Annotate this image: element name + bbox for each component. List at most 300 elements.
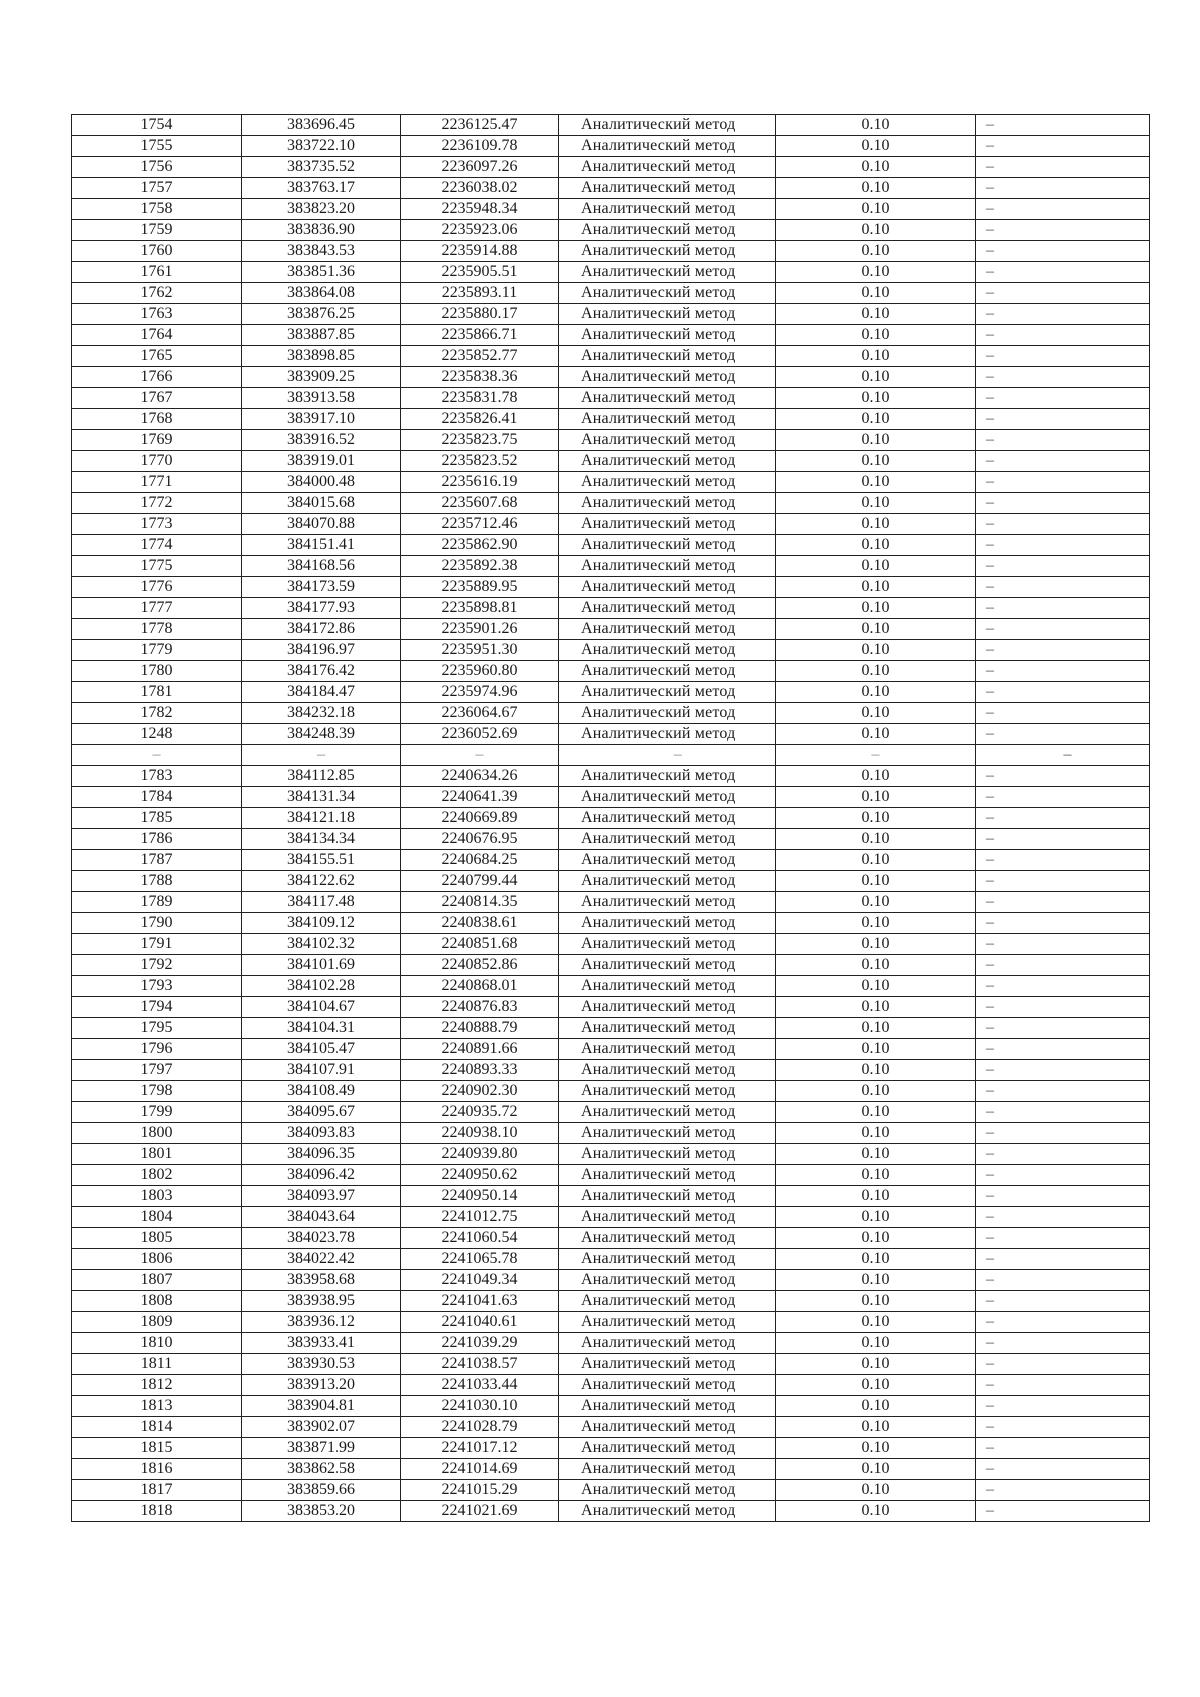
table-row (72, 262, 1150, 283)
x-coordinate-cell: 384015.68 (242, 493, 401, 514)
accuracy-cell: 0.10 (776, 346, 976, 367)
note-cell: – (976, 1333, 1150, 1354)
note-cell: – (976, 745, 1150, 766)
accuracy-cell: 0.10 (776, 493, 976, 514)
method-cell: Аналитический метод (559, 136, 776, 157)
accuracy-cell: 0.10 (776, 1291, 976, 1312)
method-cell: Аналитический метод (559, 997, 776, 1018)
table-row (72, 1417, 1150, 1438)
table-row (72, 724, 1150, 745)
y-coordinate-cell: 2241021.69 (401, 1501, 559, 1522)
accuracy-cell: 0.10 (776, 241, 976, 262)
y-coordinate-cell: 2240876.83 (401, 997, 559, 1018)
accuracy-cell: 0.10 (776, 1144, 976, 1165)
accuracy-cell: 0.10 (776, 220, 976, 241)
x-coordinate-cell: 384093.83 (242, 1123, 401, 1144)
note-cell: – (976, 241, 1150, 262)
y-coordinate-cell: 2240838.61 (401, 913, 559, 934)
point-number-cell: 1795 (72, 1018, 242, 1039)
note-cell: – (976, 766, 1150, 787)
method-cell: Аналитический метод (559, 682, 776, 703)
method-cell: Аналитический метод (559, 661, 776, 682)
table-row (72, 241, 1150, 262)
x-coordinate-cell: 383876.25 (242, 304, 401, 325)
accuracy-cell: 0.10 (776, 304, 976, 325)
method-cell: Аналитический метод (559, 1060, 776, 1081)
x-coordinate-cell: 383933.41 (242, 1333, 401, 1354)
table-row (72, 1270, 1150, 1291)
note-cell: – (976, 1396, 1150, 1417)
coordinates-table (71, 114, 1150, 1522)
y-coordinate-cell: 2235898.81 (401, 598, 559, 619)
x-coordinate-cell: 383722.10 (242, 136, 401, 157)
table-row (72, 1249, 1150, 1270)
x-coordinate-cell: 383864.08 (242, 283, 401, 304)
accuracy-cell: 0.10 (776, 619, 976, 640)
table-row (72, 829, 1150, 850)
accuracy-cell: 0.10 (776, 451, 976, 472)
method-cell: Аналитический метод (559, 871, 776, 892)
note-cell: – (976, 493, 1150, 514)
accuracy-cell: – (776, 745, 976, 766)
y-coordinate-cell: 2235831.78 (401, 388, 559, 409)
point-number-cell: 1781 (72, 682, 242, 703)
x-coordinate-cell: 383898.85 (242, 346, 401, 367)
accuracy-cell: 0.10 (776, 787, 976, 808)
y-coordinate-cell: 2235823.75 (401, 430, 559, 451)
point-number-cell: 1780 (72, 661, 242, 682)
method-cell: Аналитический метод (559, 283, 776, 304)
point-number-cell: 1815 (72, 1438, 242, 1459)
table-row (72, 388, 1150, 409)
point-number-cell: 1764 (72, 325, 242, 346)
y-coordinate-cell: 2240888.79 (401, 1018, 559, 1039)
method-cell: Аналитический метод (559, 346, 776, 367)
accuracy-cell: 0.10 (776, 262, 976, 283)
note-cell: – (976, 1081, 1150, 1102)
table-row (72, 178, 1150, 199)
x-coordinate-cell: 384096.42 (242, 1165, 401, 1186)
x-coordinate-cell: 384107.91 (242, 1060, 401, 1081)
x-coordinate-cell: 384043.64 (242, 1207, 401, 1228)
method-cell: Аналитический метод (559, 325, 776, 346)
x-coordinate-cell: 383913.20 (242, 1375, 401, 1396)
note-cell: – (976, 1438, 1150, 1459)
note-cell: – (976, 199, 1150, 220)
method-cell: Аналитический метод (559, 787, 776, 808)
table-row (72, 1186, 1150, 1207)
y-coordinate-cell: 2236038.02 (401, 178, 559, 199)
point-number-cell: 1777 (72, 598, 242, 619)
point-number-cell: – (72, 745, 242, 766)
note-cell: – (976, 1207, 1150, 1228)
table-row (72, 430, 1150, 451)
method-cell: Аналитический метод (559, 1396, 776, 1417)
point-number-cell: 1773 (72, 514, 242, 535)
note-cell: – (976, 577, 1150, 598)
x-coordinate-cell: 384232.18 (242, 703, 401, 724)
table-row (72, 1501, 1150, 1522)
accuracy-cell: 0.10 (776, 1123, 976, 1144)
point-number-cell: 1787 (72, 850, 242, 871)
accuracy-cell: 0.10 (776, 1270, 976, 1291)
accuracy-cell: 0.10 (776, 808, 976, 829)
x-coordinate-cell: 384177.93 (242, 598, 401, 619)
table-row (72, 346, 1150, 367)
method-cell: Аналитический метод (559, 409, 776, 430)
x-coordinate-cell: 384155.51 (242, 850, 401, 871)
accuracy-cell: 0.10 (776, 682, 976, 703)
point-number-cell: 1775 (72, 556, 242, 577)
point-number-cell: 1761 (72, 262, 242, 283)
x-coordinate-cell: 383763.17 (242, 178, 401, 199)
point-number-cell: 1801 (72, 1144, 242, 1165)
y-coordinate-cell: 2240684.25 (401, 850, 559, 871)
method-cell: Аналитический метод (559, 1039, 776, 1060)
y-coordinate-cell: 2235948.34 (401, 199, 559, 220)
point-number-cell: 1796 (72, 1039, 242, 1060)
y-coordinate-cell: 2241039.29 (401, 1333, 559, 1354)
note-cell: – (976, 1480, 1150, 1501)
note-cell: – (976, 1018, 1150, 1039)
y-coordinate-cell: 2241060.54 (401, 1228, 559, 1249)
accuracy-cell: 0.10 (776, 178, 976, 199)
accuracy-cell: 0.10 (776, 997, 976, 1018)
point-number-cell: 1755 (72, 136, 242, 157)
x-coordinate-cell: 384093.97 (242, 1186, 401, 1207)
method-cell: Аналитический метод (559, 472, 776, 493)
y-coordinate-cell: – (401, 745, 559, 766)
table-row (72, 808, 1150, 829)
y-coordinate-cell: 2241015.29 (401, 1480, 559, 1501)
accuracy-cell: 0.10 (776, 661, 976, 682)
table-row (72, 682, 1150, 703)
x-coordinate-cell: 383871.99 (242, 1438, 401, 1459)
y-coordinate-cell: 2240902.30 (401, 1081, 559, 1102)
x-coordinate-cell: 383930.53 (242, 1354, 401, 1375)
table-row (72, 661, 1150, 682)
y-coordinate-cell: 2235960.80 (401, 661, 559, 682)
y-coordinate-cell: 2235901.26 (401, 619, 559, 640)
point-number-cell: 1813 (72, 1396, 242, 1417)
y-coordinate-cell: 2235862.90 (401, 535, 559, 556)
y-coordinate-cell: 2235914.88 (401, 241, 559, 262)
y-coordinate-cell: 2241041.63 (401, 1291, 559, 1312)
note-cell: – (976, 409, 1150, 430)
x-coordinate-cell: 383917.10 (242, 409, 401, 430)
accuracy-cell: 0.10 (776, 1480, 976, 1501)
accuracy-cell: 0.10 (776, 199, 976, 220)
x-coordinate-cell: 384095.67 (242, 1102, 401, 1123)
y-coordinate-cell: 2241012.75 (401, 1207, 559, 1228)
point-number-cell: 1754 (72, 115, 242, 136)
note-cell: – (976, 472, 1150, 493)
y-coordinate-cell: 2236097.26 (401, 157, 559, 178)
accuracy-cell: 0.10 (776, 115, 976, 136)
table-row (72, 934, 1150, 955)
y-coordinate-cell: 2235712.46 (401, 514, 559, 535)
note-cell: – (976, 430, 1150, 451)
note-cell: – (976, 1144, 1150, 1165)
method-cell: Аналитический метод (559, 1081, 776, 1102)
x-coordinate-cell: 383916.52 (242, 430, 401, 451)
method-cell: Аналитический метод (559, 724, 776, 745)
x-coordinate-cell: 383843.53 (242, 241, 401, 262)
method-cell: Аналитический метод (559, 1186, 776, 1207)
note-cell: – (976, 640, 1150, 661)
y-coordinate-cell: 2236052.69 (401, 724, 559, 745)
point-number-cell: 1814 (72, 1417, 242, 1438)
x-coordinate-cell: 383735.52 (242, 157, 401, 178)
x-coordinate-cell: 384102.32 (242, 934, 401, 955)
x-coordinate-cell: 383836.90 (242, 220, 401, 241)
method-cell: Аналитический метод (559, 1144, 776, 1165)
point-number-cell: 1808 (72, 1291, 242, 1312)
table-row (72, 136, 1150, 157)
method-cell: Аналитический метод (559, 1249, 776, 1270)
y-coordinate-cell: 2235607.68 (401, 493, 559, 514)
point-number-cell: 1802 (72, 1165, 242, 1186)
point-number-cell: 1782 (72, 703, 242, 724)
y-coordinate-cell: 2235823.52 (401, 451, 559, 472)
table-row (72, 304, 1150, 325)
y-coordinate-cell: 2240939.80 (401, 1144, 559, 1165)
accuracy-cell: 0.10 (776, 724, 976, 745)
method-cell: Аналитический метод (559, 1123, 776, 1144)
y-coordinate-cell: 2241017.12 (401, 1438, 559, 1459)
x-coordinate-cell: 383909.25 (242, 367, 401, 388)
accuracy-cell: 0.10 (776, 1501, 976, 1522)
point-number-cell: 1811 (72, 1354, 242, 1375)
method-cell: Аналитический метод (559, 451, 776, 472)
y-coordinate-cell: 2240950.14 (401, 1186, 559, 1207)
method-cell: Аналитический метод (559, 598, 776, 619)
table-row (72, 451, 1150, 472)
table-row (72, 220, 1150, 241)
x-coordinate-cell: 383919.01 (242, 451, 401, 472)
note-cell: – (976, 556, 1150, 577)
note-cell: – (976, 1186, 1150, 1207)
x-coordinate-cell: 383859.66 (242, 1480, 401, 1501)
x-coordinate-cell: 384121.18 (242, 808, 401, 829)
accuracy-cell: 0.10 (776, 1375, 976, 1396)
x-coordinate-cell: 383938.95 (242, 1291, 401, 1312)
method-cell: Аналитический метод (559, 1480, 776, 1501)
table-row (72, 892, 1150, 913)
method-cell: Аналитический метод (559, 1354, 776, 1375)
accuracy-cell: 0.10 (776, 472, 976, 493)
y-coordinate-cell: 2235951.30 (401, 640, 559, 661)
y-coordinate-cell: 2240852.86 (401, 955, 559, 976)
note-cell: – (976, 1375, 1150, 1396)
y-coordinate-cell: 2235880.17 (401, 304, 559, 325)
y-coordinate-cell: 2235826.41 (401, 409, 559, 430)
note-cell: – (976, 850, 1150, 871)
y-coordinate-cell: 2240814.35 (401, 892, 559, 913)
accuracy-cell: 0.10 (776, 766, 976, 787)
table-row (72, 955, 1150, 976)
table-row (72, 556, 1150, 577)
method-cell: Аналитический метод (559, 1018, 776, 1039)
accuracy-cell: 0.10 (776, 430, 976, 451)
x-coordinate-cell: 384112.85 (242, 766, 401, 787)
table-row (72, 1396, 1150, 1417)
note-cell: – (976, 388, 1150, 409)
note-cell: – (976, 1228, 1150, 1249)
x-coordinate-cell: 383936.12 (242, 1312, 401, 1333)
table-row (72, 514, 1150, 535)
point-number-cell: 1760 (72, 241, 242, 262)
separator-row (72, 745, 1150, 766)
accuracy-cell: 0.10 (776, 283, 976, 304)
point-number-cell: 1779 (72, 640, 242, 661)
y-coordinate-cell: 2240868.01 (401, 976, 559, 997)
method-cell: Аналитический метод (559, 199, 776, 220)
method-cell: Аналитический метод (559, 367, 776, 388)
note-cell: – (976, 304, 1150, 325)
method-cell: Аналитический метод (559, 1438, 776, 1459)
note-cell: – (976, 1501, 1150, 1522)
x-coordinate-cell: 384196.97 (242, 640, 401, 661)
method-cell: Аналитический метод (559, 1312, 776, 1333)
table-row (72, 1165, 1150, 1186)
note-cell: – (976, 1102, 1150, 1123)
table-row (72, 1123, 1150, 1144)
method-cell: Аналитический метод (559, 241, 776, 262)
y-coordinate-cell: 2235974.96 (401, 682, 559, 703)
y-coordinate-cell: 2240938.10 (401, 1123, 559, 1144)
x-coordinate-cell: 384173.59 (242, 577, 401, 598)
method-cell: Аналитический метод (559, 115, 776, 136)
point-number-cell: 1809 (72, 1312, 242, 1333)
y-coordinate-cell: 2235616.19 (401, 472, 559, 493)
y-coordinate-cell: 2241033.44 (401, 1375, 559, 1396)
note-cell: – (976, 325, 1150, 346)
x-coordinate-cell: 384134.34 (242, 829, 401, 850)
y-coordinate-cell: 2241049.34 (401, 1270, 559, 1291)
x-coordinate-cell: 384131.34 (242, 787, 401, 808)
y-coordinate-cell: 2241038.57 (401, 1354, 559, 1375)
method-cell: Аналитический метод (559, 1228, 776, 1249)
accuracy-cell: 0.10 (776, 1039, 976, 1060)
accuracy-cell: 0.10 (776, 325, 976, 346)
note-cell: – (976, 262, 1150, 283)
y-coordinate-cell: 2240641.39 (401, 787, 559, 808)
point-number-cell: 1816 (72, 1459, 242, 1480)
point-number-cell: 1810 (72, 1333, 242, 1354)
x-coordinate-cell: 383862.58 (242, 1459, 401, 1480)
x-coordinate-cell: 383958.68 (242, 1270, 401, 1291)
point-number-cell: 1762 (72, 283, 242, 304)
note-cell: – (976, 598, 1150, 619)
x-coordinate-cell: 384102.28 (242, 976, 401, 997)
note-cell: – (976, 934, 1150, 955)
point-number-cell: 1785 (72, 808, 242, 829)
point-number-cell: 1812 (72, 1375, 242, 1396)
method-cell: Аналитический метод (559, 1333, 776, 1354)
method-cell: Аналитический метод (559, 430, 776, 451)
method-cell: – (559, 745, 776, 766)
table-row (72, 535, 1150, 556)
table-row (72, 1480, 1150, 1501)
y-coordinate-cell: 2241040.61 (401, 1312, 559, 1333)
table-row (72, 1375, 1150, 1396)
y-coordinate-cell: 2240893.33 (401, 1060, 559, 1081)
accuracy-cell: 0.10 (776, 829, 976, 850)
point-number-cell: 1767 (72, 388, 242, 409)
x-coordinate-cell: 384000.48 (242, 472, 401, 493)
table-row (72, 409, 1150, 430)
method-cell: Аналитический метод (559, 514, 776, 535)
note-cell: – (976, 283, 1150, 304)
table-row (72, 1312, 1150, 1333)
point-number-cell: 1807 (72, 1270, 242, 1291)
note-cell: – (976, 136, 1150, 157)
table-row (72, 1081, 1150, 1102)
table-row (72, 577, 1150, 598)
y-coordinate-cell: 2235923.06 (401, 220, 559, 241)
method-cell: Аналитический метод (559, 1459, 776, 1480)
accuracy-cell: 0.10 (776, 1228, 976, 1249)
method-cell: Аналитический метод (559, 220, 776, 241)
table-row (72, 871, 1150, 892)
x-coordinate-cell: 384105.47 (242, 1039, 401, 1060)
accuracy-cell: 0.10 (776, 703, 976, 724)
x-coordinate-cell: 384022.42 (242, 1249, 401, 1270)
table-row (72, 1102, 1150, 1123)
y-coordinate-cell: 2235893.11 (401, 283, 559, 304)
point-number-cell: 1758 (72, 199, 242, 220)
table-row (72, 1018, 1150, 1039)
table-row (72, 787, 1150, 808)
note-cell: – (976, 808, 1150, 829)
method-cell: Аналитический метод (559, 1291, 776, 1312)
x-coordinate-cell: 384096.35 (242, 1144, 401, 1165)
accuracy-cell: 0.10 (776, 1018, 976, 1039)
note-cell: – (976, 871, 1150, 892)
point-number-cell: 1790 (72, 913, 242, 934)
point-number-cell: 1806 (72, 1249, 242, 1270)
x-coordinate-cell: 384176.42 (242, 661, 401, 682)
table-row (72, 850, 1150, 871)
point-number-cell: 1784 (72, 787, 242, 808)
accuracy-cell: 0.10 (776, 892, 976, 913)
y-coordinate-cell: 2236064.67 (401, 703, 559, 724)
table-row (72, 640, 1150, 661)
point-number-cell: 1794 (72, 997, 242, 1018)
method-cell: Аналитический метод (559, 535, 776, 556)
y-coordinate-cell: 2241028.79 (401, 1417, 559, 1438)
point-number-cell: 1756 (72, 157, 242, 178)
table-row (72, 493, 1150, 514)
x-coordinate-cell: 383887.85 (242, 325, 401, 346)
point-number-cell: 1797 (72, 1060, 242, 1081)
method-cell: Аналитический метод (559, 766, 776, 787)
note-cell: – (976, 1312, 1150, 1333)
accuracy-cell: 0.10 (776, 1459, 976, 1480)
y-coordinate-cell: 2235905.51 (401, 262, 559, 283)
x-coordinate-cell: 383904.81 (242, 1396, 401, 1417)
point-number-cell: 1763 (72, 304, 242, 325)
y-coordinate-cell: 2236125.47 (401, 115, 559, 136)
table-row (72, 1144, 1150, 1165)
point-number-cell: 1770 (72, 451, 242, 472)
method-cell: Аналитический метод (559, 1207, 776, 1228)
method-cell: Аналитический метод (559, 1417, 776, 1438)
point-number-cell: 1769 (72, 430, 242, 451)
x-coordinate-cell: 384101.69 (242, 955, 401, 976)
x-coordinate-cell: 384184.47 (242, 682, 401, 703)
